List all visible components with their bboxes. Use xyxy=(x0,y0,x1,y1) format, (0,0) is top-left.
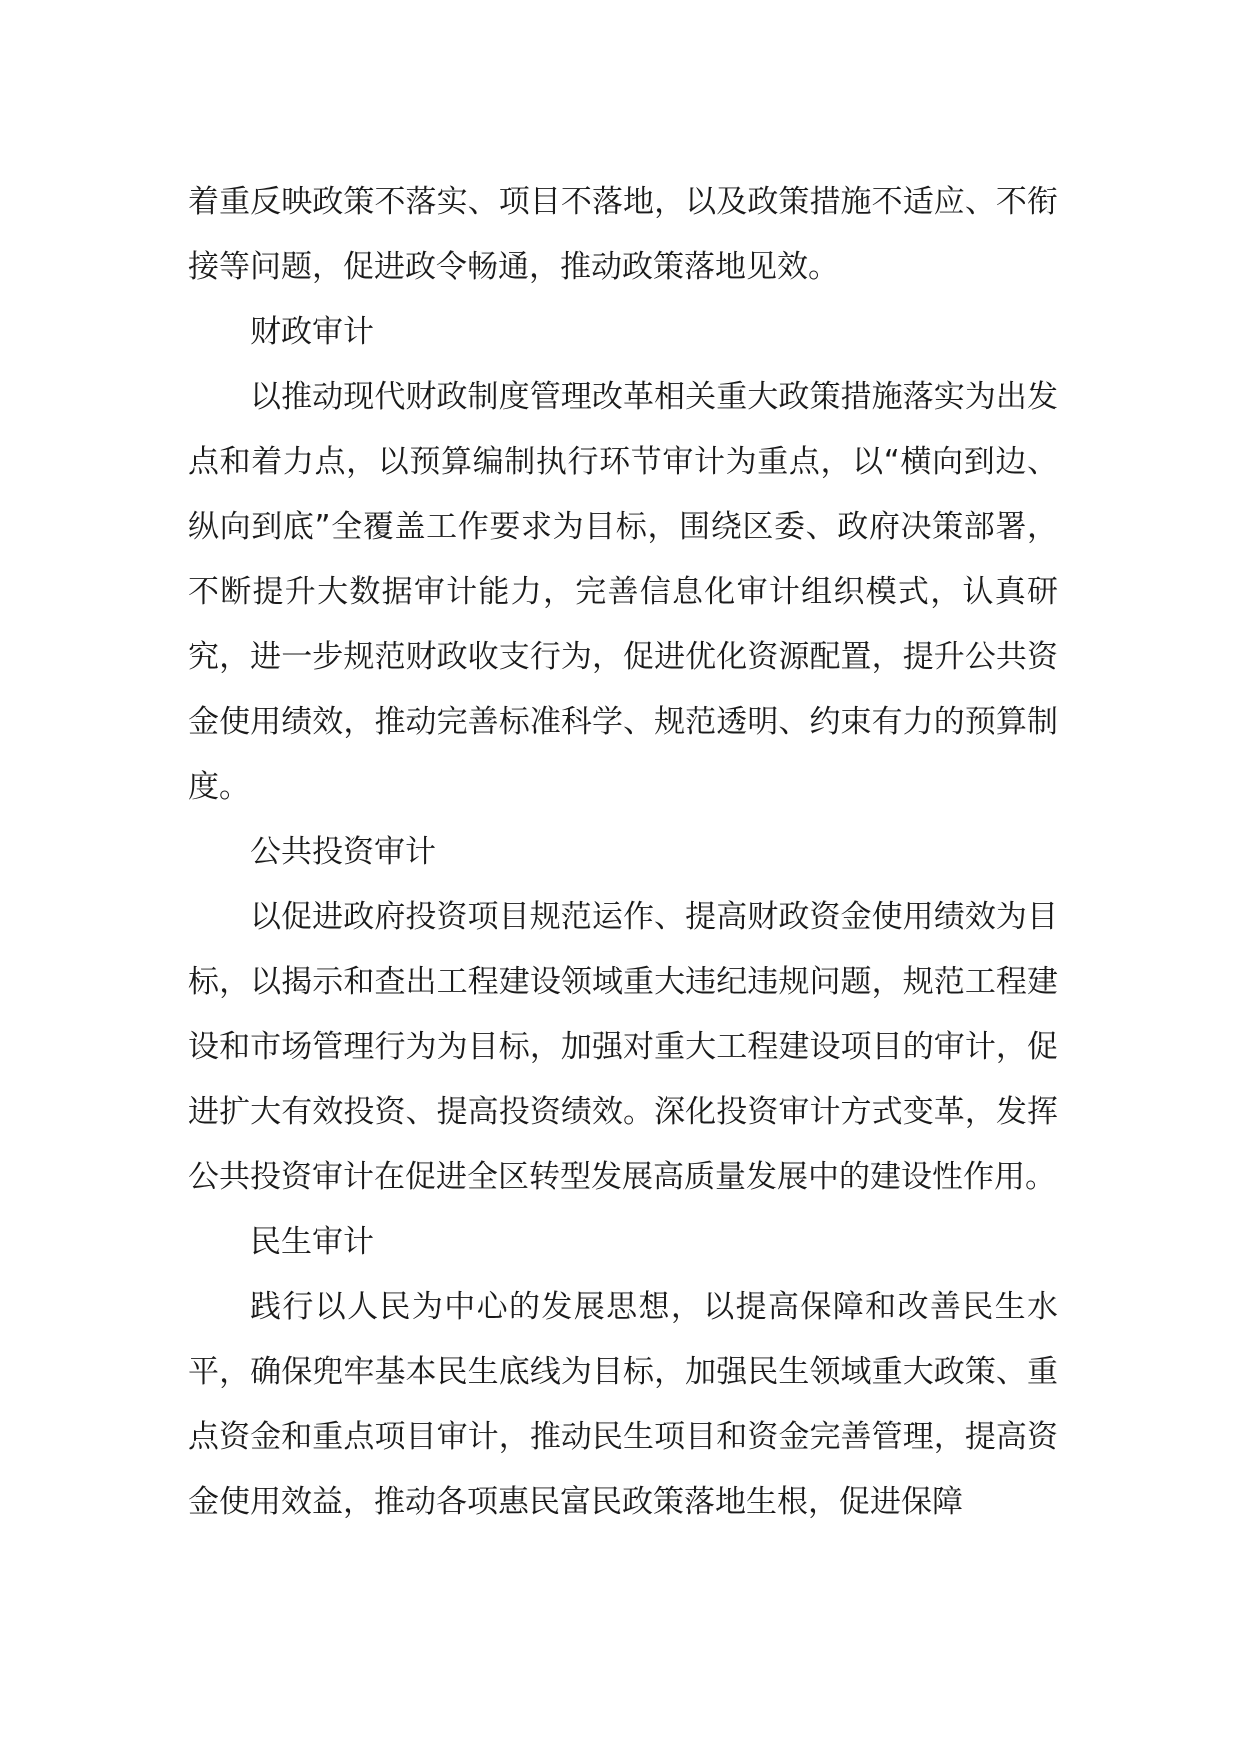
paragraph-public-investment-audit: 以促进政府投资项目规范运作、提高财政资金使用绩效为目标，以揭示和查出工程建设领域重大违纪违规问题，规范工程建设和市场管理行为为目标，加强对重大工程建设项目的审计，促进扩大有效投资、提高投资绩效。深化投资审计方式变革，发挥公共投资审计在促进全区转型发展高质量发展中的建设性作用。 xyxy=(188,899,1058,1195)
paragraph-policy-implementation: 着重反映政策不落实、项目不落地，以及政策措施不适应、不衔接等问题，促进政令畅通，推动政策落地见效。 xyxy=(188,184,1058,285)
document-body xyxy=(188,170,1058,1535)
section-heading-fiscal-audit: 财政审计 xyxy=(250,314,374,350)
paragraph-livelihood-audit: 践行以人民为中心的发展思想，以提高保障和改善民生水平，确保兜牢基本民生底线为目标，加强民生领域重大政策、重点资金和重点项目审计，推动民生项目和资金完善管理，提高资金使用效益，推动各项惠民富民政策落地生根，促进保障 xyxy=(188,1289,1058,1520)
section-heading-public-investment-audit: 公共投资审计 xyxy=(250,834,436,870)
paragraph-fiscal-audit: 以推动现代财政制度管理改革相关重大政策措施落实为出发点和着力点，以预算编制执行环节审计为重点，以“横向到边、纵向到底”全覆盖工作要求为目标，围绕区委、政府决策部署，不断提升大数据审计能力，完善信息化审计组织模式，认真研究，进一步规范财政收支行为，促进优化资源配置，提升公共资金使用绩效，推动完善标准科学、规范透明、约束有力的预算制度。 xyxy=(188,379,1058,805)
section-heading-livelihood-audit: 民生审计 xyxy=(250,1224,374,1260)
